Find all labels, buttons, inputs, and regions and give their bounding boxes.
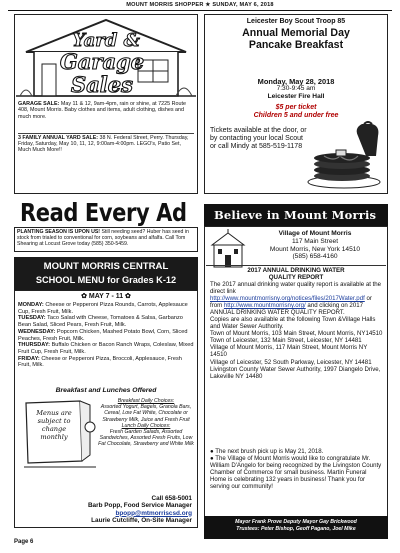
yard-sale-lead: 3 FAMILY ANNUAL YARD SALE:: [18, 135, 99, 141]
pancake-time: 7:30-9:45 am: [276, 85, 316, 92]
school-menu-days: [18, 302, 194, 369]
yard-sale-text: 38 N. Federal Street, Perry. Thursday, Friday, Saturday, May 10, 11, 12, 9:00am-4:00pm. LEGO's, Patio Set, Much Much More!!: [18, 135, 189, 154]
pancake-price-1: $5 per ticket: [275, 104, 317, 111]
read-every-ad-banner: Read Every Ad: [20, 198, 187, 227]
yard-title-3: Sales: [71, 72, 133, 97]
pancake-price-2: Children 5 and under free: [253, 112, 339, 119]
menu-day-row: [18, 342, 194, 355]
menu-day-label: FRIDAY:: [18, 355, 40, 362]
village-street: 117 Main Street: [291, 237, 339, 245]
pancake-stack-illustration: [304, 120, 384, 190]
water-report-title-2: QUALITY REPORT: [268, 274, 324, 281]
news-congratulations: The Village of Mount Morris would like to congratulate Mr. William D'Angelo for being recognized by the Livingston County Chamber of Commerce for small business. Martin Funeral Home is celebrating 132 years in business! Thank you for serving our community!: [210, 455, 382, 491]
masthead-rule: [8, 10, 392, 11]
menu-day-label: MONDAY:: [18, 302, 44, 308]
news-item: ● The Village of Mount Morris would like to congratulate Mr. William D'Angelo for being recognized by the Livingston County Chamber of Commerce for small business. Martin Funeral Home is celebrating 132 years in business! Thank you for serving our community!: [210, 455, 382, 491]
location-item: Livingston County Water Sewer Authority, 1997 Diangelo Drive, Lakeville NY 14480: [210, 365, 381, 380]
water-report-intro: [210, 281, 384, 316]
water-divider: [206, 265, 386, 266]
village-building-icon: [210, 229, 246, 269]
village-name: Village of Mount Morris: [278, 230, 352, 237]
garage-sale-text: May 11 & 12, 9am-4pm, rain or shine, at 7225 Route 408, Mount Morris. Baby clothes and items, adult clothing, dishes and much more.: [18, 101, 186, 120]
believe-title: Believe in Mount Morris: [214, 208, 377, 222]
menu-day-items: Buffalo Chicken or Bacon Ranch Wraps, Coleslaw, Mixed Fruit Cup, Fresh Fruit, Milk.: [18, 342, 194, 355]
lunch-daily-heading: Lunch Daily Choices:: [121, 422, 171, 429]
planting-text-block: [17, 229, 195, 247]
pancake-date: Monday, May 28, 2018: [257, 77, 335, 86]
masthead: MOUNT MORRIS SHOPPER ★ SUNDAY, MAY 6, 2018: [126, 2, 274, 8]
water-report-title-1: 2017 ANNUAL DRINKING WATER: [247, 267, 345, 274]
trustees-line: Trustees: Peter Bishop, Geoff Pagano, Joel Mike: [236, 526, 356, 532]
news-brush-pickup: The next brush pick up is May 21, 2018.: [215, 448, 324, 455]
yard-divider: [18, 133, 194, 134]
food-service-phone: Call 658-5001: [151, 495, 192, 502]
menu-day-row: [18, 302, 194, 315]
village-address: [244, 230, 386, 261]
pancake-org: Leicester Boy Scout Troop 85: [246, 18, 346, 25]
location-item: Town of Leicester, 132 Main Street, Leicester, NY 14481: [210, 337, 362, 345]
believe-footer: [204, 516, 388, 539]
menu-change-note: Menus are subject to change monthly: [36, 409, 72, 441]
water-report-title: [206, 267, 386, 281]
breakfast-daily-items: Assorted Yogurt, Bagels, Granola Bars, Cereal, Low Fat White, Chocolate or Strawberry Milk, Juice and Fresh Fruit: [100, 404, 192, 423]
menu-day-items: Taco Salad with Cheese, Tomatoes & Salsa, Garbanzo Bean Salad, Sliced Pears, Fresh Fruit, Milk.: [18, 315, 183, 329]
food-service-email-link[interactable]: bpopp@mtmorriscsd.org: [115, 509, 192, 517]
menu-board-illustration: [20, 397, 100, 469]
location-item: Village of Mount Morris, 117 Main Street, Mount Morris NY 14510: [210, 344, 368, 359]
water-or-text: or from: [210, 295, 372, 310]
menu-day-items: Cheese or Pepperoni Pizza Rounds, Carrots, Applesauce Cup, Fresh Fruit, Milk.: [18, 302, 188, 315]
pancake-tickets: Tickets available at the door, or by contacting your local Scout or call Mindy at 585-519-1178: [210, 127, 307, 151]
menu-day-label: TUESDAY:: [18, 315, 46, 322]
daily-choices: [96, 398, 196, 448]
planting-lead: PLANTING SEASON IS UPON US!: [17, 229, 101, 235]
yard-sale-listing: [18, 135, 194, 154]
mayor-line: Mayor Frank Prove Deputy Mayor Gay Brickwood: [235, 519, 357, 525]
water-report-body: [210, 281, 384, 380]
water-intro-text: The 2017 annual drinking water quality report is available at the direct link: [210, 281, 382, 296]
garage-sale-listing: [18, 101, 194, 120]
menu-day-items: Popcorn Chicken, Mashed Potato Bowl, Corn, Sliced Peaches, Fresh Fruit, Milk.: [18, 328, 188, 342]
school-menu-header: [14, 257, 198, 290]
pancake-title-1: Annual Memorial Day: [242, 27, 350, 39]
school-menu-title-2: SCHOOL MENU for Grades K-12: [35, 275, 177, 285]
location-item: Town of Mount Morris, 103 Main Street, Mount Morris, NY14510: [210, 330, 383, 338]
lunch-daily-items: Fresh Garden Salads, Assorted Sandwiches, Assorted Fresh Fruits, Low Fat Chocolate, Strawberry and White Milk: [98, 429, 194, 448]
school-menu-title-1: MOUNT MORRIS CENTRAL: [43, 261, 169, 272]
village-city: Mount Morris, New York 14510: [269, 245, 361, 253]
village-phone: (585) 658-4160: [292, 253, 338, 261]
food-service-contact: [14, 495, 198, 524]
food-service-manager: Barb Popp, Food Service Manager: [87, 502, 192, 510]
pancake-title-2: Pancake Breakfast: [248, 38, 344, 51]
planting-text: Still needing seed? Huber has seed in stock from trialed to conventional for corn, soybeans and alfalfa. Call Tom Shearing at Locust Grove today (585) 350-5459.: [17, 229, 189, 247]
village-website-link[interactable]: http://www.mountmorrisny.org/: [223, 302, 306, 310]
breakfast-daily-heading: Breakfast Daily Choices:: [117, 398, 175, 404]
water-click-text: and clicking on 2017 ANNUAL DRINKING WATER QUALITY REPORT.: [210, 302, 363, 317]
pancake-price: [206, 104, 386, 120]
menu-day-label: THURSDAY:: [18, 342, 51, 349]
menu-day-row: [18, 329, 194, 342]
pancake-place: Leicester Fire Hall: [267, 93, 325, 100]
menu-day-label: WEDNESDAY:: [18, 328, 56, 335]
village-news: [210, 448, 384, 491]
news-item: ● The next brush pick up is May 21, 2018.: [210, 448, 324, 455]
page-number: Page 6: [14, 539, 34, 545]
menu-day-items: Cheese or Pepperoni Pizza, Broccoli, Applesauce, Fresh Fruit, Milk.: [18, 355, 182, 369]
water-report-link[interactable]: http://www.mountmorrisny.org/notices/files/2017Water.pdf: [210, 295, 365, 303]
garage-sale-lead: GARAGE SALE:: [18, 101, 60, 107]
location-item: Village of Leicester, 52 South Parkway, Leicester, NY 14481: [210, 358, 372, 366]
pancake-title: [206, 28, 386, 51]
yard-title-2: Garage: [59, 49, 145, 74]
believe-header: [204, 204, 388, 226]
house-illustration: [16, 16, 196, 98]
school-menu-date: ✿ MAY 7 - 11 ✿: [81, 293, 131, 300]
breakfast-lunch-title: Breakfast and Lunches Offered: [55, 387, 157, 394]
menu-day-row: [18, 356, 194, 369]
onsite-manager: Laurie Cutcliffe, On-Site Manager: [91, 516, 192, 524]
copies-note: Copies are also available at the following Town &Village Halls and Water Sewer Authority.: [210, 316, 376, 331]
yard-title-1: Yard &: [72, 30, 140, 51]
menu-day-row: [18, 315, 194, 328]
